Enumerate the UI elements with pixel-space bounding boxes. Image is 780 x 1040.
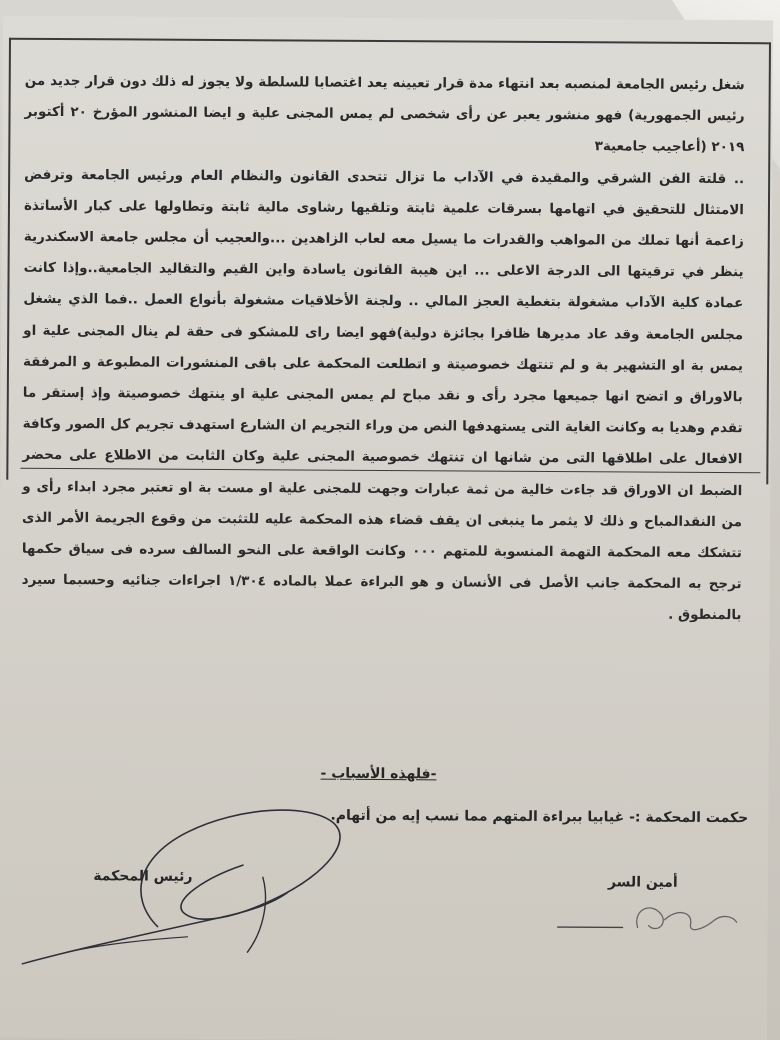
paragraph-1: شغل رئيس الجامعة لمنصبه بعد انتهاء مدة قرار تعيينه يعد اغتصابا للسلطة ولا يجوز له ذلك دون قرار جديد من رئيس الجمهورية) فهو منشور يعبر عن رأى شخصى لم يمس المجنى علية و ايضا المنشور المؤرخ ٢٠ أكتوبر ٢٠١٩ (أعاجيب جامعية٣ — [24, 72, 745, 156]
court-secretary-signature — [552, 889, 742, 950]
court-president-signature — [7, 776, 368, 978]
verdict-text: حكمت المحكمة :- غيابيا ببراءة المتهم مما نسب إيه من أتهام. — [330, 807, 749, 827]
paragraph-2: .. قلتة الفن الشرقي والمقيدة في الآداب ما تزال تتحدى القانون والنظام العام ورئيس الجامعة وترفض الامتثال للتحقيق في اتهامها بسرقات علمية ثابتة وتلقيها رشاوى مالية ثابتة وتطاولها على كبار الأساتذة زاعمة أنها تملك من المواهب والقدرات ما يسيل معه لعاب الزاهدين ...والعجيب أن مجلس جامعة الاسكندرية ينظر في ترقيتها الى الدرجة الاعلى ... اين هيبة القانون ياسادة واين القيم والتقاليد الجامعية..وإذا كانت عمادة كلية الآداب مشغولة بتغطية العجز المالي .. ولجنة الأخلاقيات مشغولة بأنواع العمل ..فما الذي يشغل مجلس الجامعة وقد عاد مديرها ظافرا بجائزة دولية)فهو ايضا راى للمشكو فى حقة لم ينال المجنى علية او يمس بة او التشهير بة و لم تنتهك خصوصيتة و اتطلعت المحكمة على باقى المنشورات المطبوعة و المرفقة بالاوراق و اتضح انها جميعها مجرد رأى و نقد مباح لم يمس المجنى علية او ينتهك خصوصيتة وإذ إستقر ما تقدم وهديا به وكانت الغاية التى يستهدفها النص من وراء التجريم ان الشارع استهدف تجريم كل الصور وكافة الافعال على اطلاقها التى من شانها ان تنتهك خصوصية المجنى علية وكان الثابت من الاطلاع على محضر الضبط ان الاوراق قد جاءت خالية من ثمة عبارات وجهت للمجنى علية او مست بة او تعتبر مجرد ابداء رأى و من النقدالمباح و ذلك لا يثمر ما ينبغى ان يقف قضاء هذه المحكمة عليه للتثبت من وقوع الجريمة الأمر الذى تتشكك معه المحكمة التهمة المنسوبة للمتهم ٠٠٠ وكانت الواقعة على النحو السالف سرده فى سياق حكمها ترجح به المحكمة جانب الأصل فى الأنسان و هو البراءة عملا بالماده ١/٣٠٤ اجراءات جنائيه وحسبما سيرد بالمنطوق . — [21, 166, 745, 624]
court-president-label: رئيس المحكمة — [93, 868, 193, 885]
judgment-body — [21, 66, 744, 632]
reasons-heading: -فلهذه الأسباب - — [320, 765, 437, 783]
court-judgment-page — [0, 16, 773, 1040]
court-secretary-label: أمين السر — [607, 874, 678, 891]
